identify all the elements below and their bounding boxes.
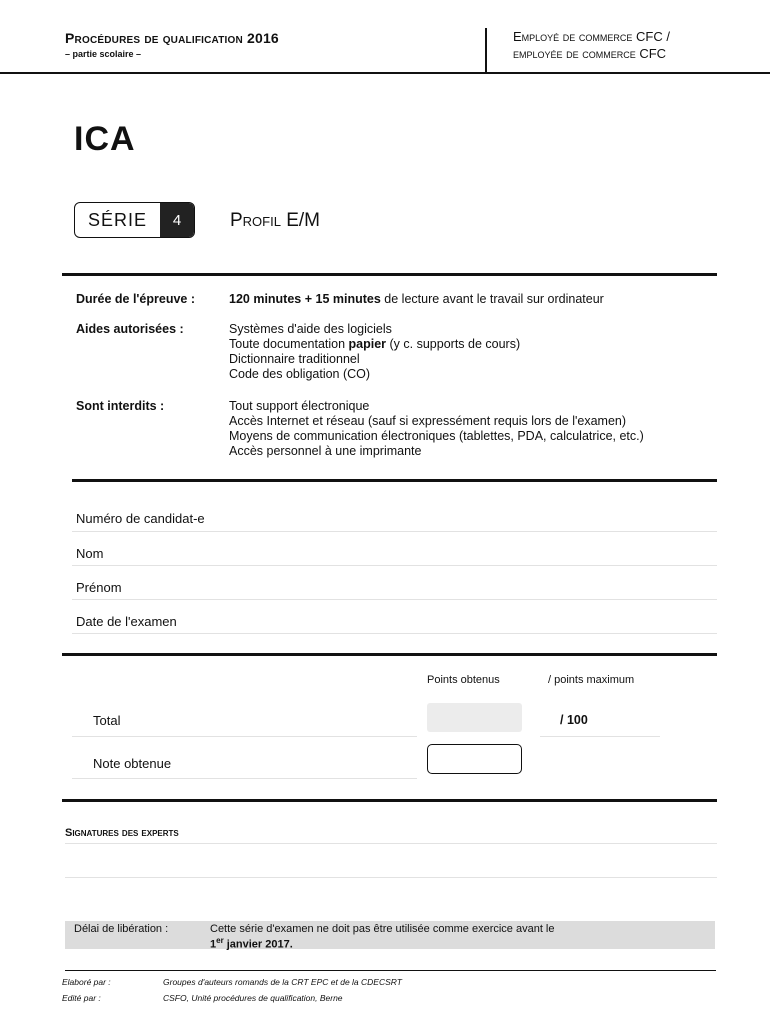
total-max-line [540, 736, 660, 737]
candidate-prenom-label: Prénom [76, 580, 122, 595]
profil-label: Profil E/M [230, 210, 321, 231]
serie-number: 4 [160, 203, 194, 237]
duree-label: Durée de l'épreuve : [76, 292, 195, 306]
candidate-date-label: Date de l'examen [76, 614, 177, 629]
rule-scores-top [62, 653, 717, 656]
points-maximum-header: / points maximum [548, 674, 635, 686]
aides-line: Systèmes d'aide des logiciels [229, 322, 392, 336]
aides-line: Code des obligation (CO) [229, 367, 371, 381]
release-date [210, 935, 555, 951]
release-date-rest: janvier 2017. [223, 938, 293, 951]
signatures-title: Signatures des experts [65, 827, 179, 839]
footer-elabore-text: Groupes d'auteurs romands de la CRT EPC et de la CDECSRT [163, 977, 402, 987]
signature-line-1 [65, 843, 717, 844]
total-label: Total [93, 713, 121, 728]
release-sentence: Cette série d'examen ne doit pas être utilisée comme exercice avant le [210, 923, 555, 935]
aides-line2-bold: papier [348, 337, 387, 351]
release-date-sup: er [216, 936, 224, 945]
release-text [210, 923, 555, 951]
header-right [513, 28, 670, 62]
main-title: ICA [74, 120, 136, 158]
header-divider [485, 28, 487, 72]
interdits-item: Tout support électronique [229, 399, 370, 413]
total-line [72, 736, 417, 737]
duree-rest: de lecture avant le travail sur ordinateur [380, 292, 604, 306]
aides-line2-pre: Toute documentation [229, 337, 349, 351]
header-title: Procédures de qualification 2016 [65, 30, 279, 46]
note-field[interactable] [427, 744, 522, 774]
footer-rule [65, 970, 716, 971]
header-subtitle: – partie scolaire – [65, 49, 142, 59]
release-label: Délai de libération : [74, 923, 169, 935]
interdits-item: Moyens de communication électroniques (tablettes, PDA, calculatrice, etc.) [229, 429, 644, 443]
candidate-number-label: Numéro de candidat-e [76, 511, 205, 526]
rule-candidate-top [72, 479, 717, 482]
candidate-nom-label: Nom [76, 546, 104, 561]
candidate-prenom-line [72, 599, 717, 600]
footer-elabore-label: Elaboré par : [62, 977, 111, 987]
signature-line-2 [65, 877, 717, 878]
total-max: / 100 [560, 713, 588, 727]
interdits-item: Accès personnel à une imprimante [229, 444, 422, 458]
footer-edite-text: CSFO, Unité procédures de qualification, Berne [163, 993, 343, 1003]
points-obtenus-header: Points obtenus [427, 674, 500, 686]
rule-info-top [62, 273, 717, 276]
total-field[interactable] [427, 703, 522, 732]
serie-label: SÉRIE [87, 209, 148, 230]
aides-line: Dictionnaire traditionnel [229, 352, 360, 366]
duree-bold: 120 minutes + 15 minutes [229, 292, 381, 306]
interdits-item: Accès Internet et réseau (sauf si expressément requis lors de l'examen) [229, 414, 627, 428]
note-label: Note obtenue [93, 756, 172, 771]
header-rule [0, 72, 770, 74]
aides-text [229, 322, 520, 382]
interdits-list [229, 399, 644, 459]
aides-line [229, 337, 520, 352]
aides-line2-post: (y c. supports de cours) [386, 337, 521, 351]
aides-label: Aides autorisées : [76, 322, 184, 336]
interdits-label: Sont interdits : [76, 399, 165, 413]
candidate-number-line [72, 531, 717, 532]
header-left [65, 30, 279, 59]
release-date-day: 1 [210, 938, 217, 951]
header-right-line2: employée de commerce CFC [513, 46, 667, 61]
candidate-nom-line [72, 565, 717, 566]
header-right-line1: Employé de commerce CFC / [513, 29, 670, 44]
footer-edite-label: Edité par : [62, 993, 101, 1003]
candidate-date-line [72, 633, 717, 634]
duree-text [229, 292, 604, 307]
serie-badge [74, 202, 195, 238]
rule-signatures-top [62, 799, 717, 802]
note-line [72, 778, 417, 779]
